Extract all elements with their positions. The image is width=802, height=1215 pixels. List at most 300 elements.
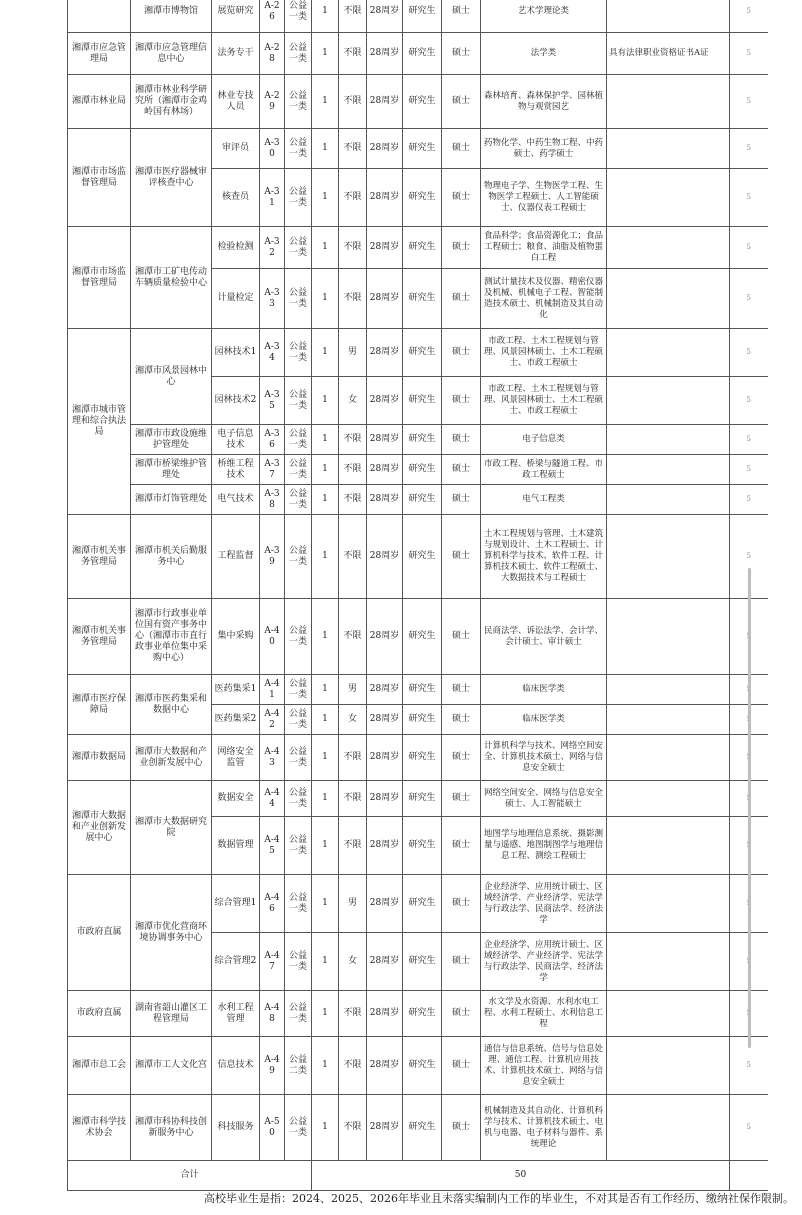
cell-degree: 硕士 bbox=[442, 599, 481, 675]
cell-note bbox=[607, 875, 730, 933]
cell-gender: 不限 bbox=[339, 991, 367, 1037]
cell-note bbox=[607, 425, 730, 455]
cell-code: A-44 bbox=[260, 781, 285, 817]
cell-degree: 硕士 bbox=[442, 875, 481, 933]
cell-gender: 不限 bbox=[339, 425, 367, 455]
cell-major: 食品科学；食品资源化工；食品工程硕士；粮食、油脂及植物蛋白工程 bbox=[481, 227, 607, 269]
cell-edge_mark: 5 bbox=[730, 425, 768, 455]
cell-edu: 研究生 bbox=[403, 455, 442, 485]
cell-type: 公益二类 bbox=[285, 1037, 312, 1095]
cell-note bbox=[607, 227, 730, 269]
cell-post: 园林技术1 bbox=[212, 329, 260, 377]
cell-type: 公益一类 bbox=[285, 129, 312, 169]
cell-major: 企业经济学、应用统计硕士、区域经济学、产业经济学、宪法学与行政法学、民商法学、经济法学 bbox=[481, 875, 607, 933]
cell-gender: 女 bbox=[339, 933, 367, 991]
cell-code: A-47 bbox=[260, 933, 285, 991]
cell-edge_mark: 5 bbox=[730, 1095, 768, 1161]
cell-degree: 硕士 bbox=[442, 0, 481, 33]
cell-edge_mark: 5 bbox=[730, 1037, 768, 1095]
cell-type: 公益一类 bbox=[285, 515, 312, 599]
cell-age: 28周岁 bbox=[367, 991, 403, 1037]
cell-empty bbox=[68, 0, 131, 33]
cell-degree: 硕士 bbox=[442, 735, 481, 781]
cell-degree: 硕士 bbox=[442, 455, 481, 485]
cell-gender: 不限 bbox=[339, 269, 367, 329]
table-row bbox=[68, 227, 768, 269]
cell-post: 工程监督 bbox=[212, 515, 260, 599]
cell-degree: 硕士 bbox=[442, 781, 481, 817]
cell-type: 公益一类 bbox=[285, 425, 312, 455]
cell-unit: 湘潭市科协科技创新服务中心 bbox=[131, 1095, 212, 1161]
table-row bbox=[68, 875, 768, 933]
cell-degree: 硕士 bbox=[442, 129, 481, 169]
cell-age: 28周岁 bbox=[367, 129, 403, 169]
cell-code: A-34 bbox=[260, 329, 285, 377]
cell-note bbox=[607, 329, 730, 377]
cell-age: 28周岁 bbox=[367, 1037, 403, 1095]
cell-dept: 湘潭市市场监督管理局 bbox=[68, 129, 131, 227]
cell-degree: 硕士 bbox=[442, 329, 481, 377]
recruitment-table-viewport bbox=[67, 0, 751, 1215]
cell-count: 1 bbox=[312, 33, 339, 75]
cell-major: 药物化学、中药生物工程、中药硕士、药学硕士 bbox=[481, 129, 607, 169]
cell-major: 地图学与地理信息系统、摄影测量与遥感、地图制图学与地理信息工程、测绘工程硕士 bbox=[481, 817, 607, 875]
cell-count: 1 bbox=[312, 991, 339, 1037]
cell-major: 电子信息类 bbox=[481, 425, 607, 455]
cell-post: 电子信息技术 bbox=[212, 425, 260, 455]
cell-post: 核查员 bbox=[212, 169, 260, 227]
cell-age: 28周岁 bbox=[367, 455, 403, 485]
cell-type: 公益一类 bbox=[285, 599, 312, 675]
table-row bbox=[68, 1037, 768, 1095]
cell-edge_mark: 5 bbox=[730, 129, 768, 169]
cell-code: A-37 bbox=[260, 455, 285, 485]
cell-age: 28周岁 bbox=[367, 599, 403, 675]
table-row bbox=[68, 675, 768, 705]
cell-code: A-39 bbox=[260, 515, 285, 599]
cell-major: 企业经济学、应用统计硕士、区域经济学、产业经济学、宪法学与行政法学、民商法学、经济法学 bbox=[481, 933, 607, 991]
cell-note bbox=[607, 485, 730, 515]
cell-note bbox=[607, 1037, 730, 1095]
cell-edge_mark: 5 bbox=[730, 75, 768, 129]
table-row bbox=[68, 425, 768, 455]
cell-note bbox=[607, 269, 730, 329]
cell-code: A-35 bbox=[260, 377, 285, 425]
cell-empty bbox=[730, 1161, 768, 1191]
cell-type: 公益一类 bbox=[285, 455, 312, 485]
cell-unit: 湘潭市大数据和产业创新发展中心 bbox=[131, 735, 212, 781]
cell-edu: 研究生 bbox=[403, 329, 442, 377]
cell-code: A-46 bbox=[260, 875, 285, 933]
cell-major: 测试计量技术及仪器、精密仪器及机械、机械电子工程、智能制造技术硕士、机械制造及其自动化 bbox=[481, 269, 607, 329]
cell-gender: 不限 bbox=[339, 817, 367, 875]
table-row bbox=[68, 485, 768, 515]
cell-age: 28周岁 bbox=[367, 817, 403, 875]
cell-post: 集中采购 bbox=[212, 599, 260, 675]
cell-gender: 不限 bbox=[339, 0, 367, 33]
cell-count: 1 bbox=[312, 817, 339, 875]
cell-count: 1 bbox=[312, 875, 339, 933]
cell-age: 28周岁 bbox=[367, 735, 403, 781]
cell-note bbox=[607, 0, 730, 33]
cell-code: A-32 bbox=[260, 227, 285, 269]
cell-type: 公益一类 bbox=[285, 675, 312, 705]
cell-code: A-50 bbox=[260, 1095, 285, 1161]
cell-gender: 男 bbox=[339, 675, 367, 705]
cell-code: A-28 bbox=[260, 33, 285, 75]
cell-code: A-45 bbox=[260, 817, 285, 875]
cell-type: 公益一类 bbox=[285, 169, 312, 227]
cell-post: 数据安全 bbox=[212, 781, 260, 817]
cell-edge_mark: 5 bbox=[730, 455, 768, 485]
cell-edu: 研究生 bbox=[403, 33, 442, 75]
cell-degree: 硕士 bbox=[442, 933, 481, 991]
cell-edu: 研究生 bbox=[403, 599, 442, 675]
cell-degree: 硕士 bbox=[442, 269, 481, 329]
cell-code: A-26 bbox=[260, 0, 285, 33]
cell-code: A-42 bbox=[260, 705, 285, 735]
cell-edu: 研究生 bbox=[403, 735, 442, 781]
cell-gender: 不限 bbox=[339, 515, 367, 599]
cell-type: 公益一类 bbox=[285, 933, 312, 991]
cell-age: 28周岁 bbox=[367, 705, 403, 735]
cell-type: 公益一类 bbox=[285, 485, 312, 515]
cell-edu: 研究生 bbox=[403, 425, 442, 455]
cell-count: 1 bbox=[312, 0, 339, 33]
cell-note bbox=[607, 377, 730, 425]
cell-count: 1 bbox=[312, 515, 339, 599]
cell-gender: 不限 bbox=[339, 33, 367, 75]
cell-type: 公益一类 bbox=[285, 875, 312, 933]
cell-degree: 硕士 bbox=[442, 705, 481, 735]
cell-major: 艺术学理论类 bbox=[481, 0, 607, 33]
cell-age: 28周岁 bbox=[367, 169, 403, 227]
cell-edu: 研究生 bbox=[403, 377, 442, 425]
cell-type: 公益一类 bbox=[285, 991, 312, 1037]
cell-major: 市政工程、桥梁与隧道工程、市政工程硕士 bbox=[481, 455, 607, 485]
cell-type: 公益一类 bbox=[285, 227, 312, 269]
cell-age: 28周岁 bbox=[367, 269, 403, 329]
cell-age: 28周岁 bbox=[367, 425, 403, 455]
cell-edge_mark: 5 bbox=[730, 0, 768, 33]
cell-degree: 硕士 bbox=[442, 991, 481, 1037]
cell-code: A-48 bbox=[260, 991, 285, 1037]
cell-code: A-41 bbox=[260, 675, 285, 705]
cell-gender: 女 bbox=[339, 377, 367, 425]
cell-dept: 市政府直属 bbox=[68, 991, 131, 1037]
cell-note bbox=[607, 129, 730, 169]
cell-post: 综合管理2 bbox=[212, 933, 260, 991]
cell-age: 28周岁 bbox=[367, 227, 403, 269]
cell-edu: 研究生 bbox=[403, 817, 442, 875]
cell-count: 1 bbox=[312, 1095, 339, 1161]
cell-age: 28周岁 bbox=[367, 675, 403, 705]
cell-count: 1 bbox=[312, 129, 339, 169]
cell-edu: 研究生 bbox=[403, 515, 442, 599]
cell-post: 综合管理1 bbox=[212, 875, 260, 933]
cell-unit: 湘潭市林业科学研究所（湘潭市金鸡岭国有林场） bbox=[131, 75, 212, 129]
cell-age: 28周岁 bbox=[367, 377, 403, 425]
cell-gender: 男 bbox=[339, 329, 367, 377]
cell-age: 28周岁 bbox=[367, 75, 403, 129]
cell-dept: 湘潭市城市管理和综合执法局 bbox=[68, 329, 131, 515]
cell-edu: 研究生 bbox=[403, 1095, 442, 1161]
cell-unit: 湘潭市应急管理信息中心 bbox=[131, 33, 212, 75]
cell-unit: 湘潭市工人文化宫 bbox=[131, 1037, 212, 1095]
cell-note bbox=[607, 675, 730, 705]
cell-unit: 湘潭市行政事业单位国有资产事务中心（湘潭市市直行政事业单位集中采购中心） bbox=[131, 599, 212, 675]
table-row bbox=[68, 33, 768, 75]
cell-major: 临床医学类 bbox=[481, 675, 607, 705]
cell-post: 数据管理 bbox=[212, 817, 260, 875]
cell-code: A-36 bbox=[260, 425, 285, 455]
cell-unit: 湘潭市优化营商环境协调事务中心 bbox=[131, 875, 212, 991]
cell-note bbox=[607, 515, 730, 599]
cell-edu: 研究生 bbox=[403, 129, 442, 169]
cell-dept: 湘潭市科学技术协会 bbox=[68, 1095, 131, 1161]
cell-post: 展览研究 bbox=[212, 0, 260, 33]
cell-count: 1 bbox=[312, 705, 339, 735]
cell-major: 临床医学类 bbox=[481, 705, 607, 735]
cell-edge_mark: 5 bbox=[730, 329, 768, 377]
cell-unit: 湘潭市大数据研究院 bbox=[131, 781, 212, 875]
cell-note bbox=[607, 991, 730, 1037]
cell-dept: 湘潭市机关事务管理局 bbox=[68, 599, 131, 675]
cell-major: 市政工程、土木工程规划与管理、风景园林硕士、土木工程硕士、市政工程硕士 bbox=[481, 377, 607, 425]
table-row bbox=[68, 991, 768, 1037]
cell-major: 机械制造及其自动化、计算机科学与技术、计算机技术硕士、电机与电器、电子材料与器件、系统理论 bbox=[481, 1095, 607, 1161]
scrollbar[interactable] bbox=[748, 568, 751, 1048]
total-label: 合计 bbox=[68, 1161, 312, 1191]
cell-dept: 湘潭市机关事务管理局 bbox=[68, 515, 131, 599]
cell-degree: 硕士 bbox=[442, 1037, 481, 1095]
cell-dept: 湘潭市市场监督管理局 bbox=[68, 227, 131, 329]
cell-post: 法务专干 bbox=[212, 33, 260, 75]
cell-major: 通信与信息系统、信号与信息处理、通信工程、计算机应用技术、计算机技术硕士、网络与信息安全硕士 bbox=[481, 1037, 607, 1095]
cell-degree: 硕士 bbox=[442, 1095, 481, 1161]
table-row bbox=[68, 735, 768, 781]
cell-degree: 硕士 bbox=[442, 485, 481, 515]
recruitment-table bbox=[67, 0, 768, 1191]
cell-note bbox=[607, 705, 730, 735]
cell-major: 法学类 bbox=[481, 33, 607, 75]
cell-unit: 湘潭市桥梁维护管理处 bbox=[131, 455, 212, 485]
cell-code: A-30 bbox=[260, 129, 285, 169]
cell-gender: 不限 bbox=[339, 1095, 367, 1161]
cell-gender: 不限 bbox=[339, 1037, 367, 1095]
cell-type: 公益一类 bbox=[285, 377, 312, 425]
cell-edu: 研究生 bbox=[403, 485, 442, 515]
cell-unit: 湘潭市工矿电传动车辆质量检验中心 bbox=[131, 227, 212, 329]
table-row bbox=[68, 455, 768, 485]
cell-major: 网络空间安全、网络与信息安全硕士、人工智能硕士 bbox=[481, 781, 607, 817]
cell-edge_mark: 5 bbox=[730, 169, 768, 227]
cell-post: 信息技术 bbox=[212, 1037, 260, 1095]
cell-degree: 硕士 bbox=[442, 817, 481, 875]
cell-type: 公益一类 bbox=[285, 33, 312, 75]
cell-edu: 研究生 bbox=[403, 675, 442, 705]
cell-note bbox=[607, 455, 730, 485]
cell-count: 1 bbox=[312, 455, 339, 485]
cell-dept: 市政府直属 bbox=[68, 875, 131, 991]
cell-degree: 硕士 bbox=[442, 425, 481, 455]
cell-count: 1 bbox=[312, 425, 339, 455]
cell-type: 公益一类 bbox=[285, 705, 312, 735]
cell-post: 电气技术 bbox=[212, 485, 260, 515]
cell-code: A-43 bbox=[260, 735, 285, 781]
cell-type: 公益一类 bbox=[285, 75, 312, 129]
cell-count: 1 bbox=[312, 169, 339, 227]
cell-unit: 湖南省韶山灌区工程管理局 bbox=[131, 991, 212, 1037]
cell-major: 物理电子学、生物医学工程、生物医学工程硕士、人工智能硕士、仪器仪表工程硕士 bbox=[481, 169, 607, 227]
cell-dept: 湘潭市数据局 bbox=[68, 735, 131, 781]
table-row bbox=[68, 1095, 768, 1161]
cell-post: 检验检测 bbox=[212, 227, 260, 269]
cell-major: 森林培育、森林保护学、园林植物与观赏园艺 bbox=[481, 75, 607, 129]
cell-edu: 研究生 bbox=[403, 875, 442, 933]
cell-note bbox=[607, 817, 730, 875]
cell-gender: 不限 bbox=[339, 781, 367, 817]
cell-count: 1 bbox=[312, 599, 339, 675]
cell-dept: 湘潭市应急管理局 bbox=[68, 33, 131, 75]
cell-age: 28周岁 bbox=[367, 0, 403, 33]
cell-type: 公益一类 bbox=[285, 735, 312, 781]
cell-code: A-31 bbox=[260, 169, 285, 227]
footnote: 高校毕业生是指：2024、2025、2026年毕业且未落实编制内工作的毕业生，不对其是否有工作经历、缴纳社保作限制。 bbox=[204, 1192, 794, 1205]
cell-unit: 湘潭市医疗器械审评核查中心 bbox=[131, 129, 212, 227]
cell-note bbox=[607, 169, 730, 227]
cell-count: 1 bbox=[312, 227, 339, 269]
cell-code: A-49 bbox=[260, 1037, 285, 1095]
cell-post: 医药集采1 bbox=[212, 675, 260, 705]
cell-edu: 研究生 bbox=[403, 1037, 442, 1095]
table-row bbox=[68, 599, 768, 675]
cell-count: 1 bbox=[312, 269, 339, 329]
cell-age: 28周岁 bbox=[367, 875, 403, 933]
cell-post: 审评员 bbox=[212, 129, 260, 169]
cell-post: 网络安全监管 bbox=[212, 735, 260, 781]
cell-major: 计算机科学与技术、网络空间安全、计算机技术硕士、网络与信息安全硕士 bbox=[481, 735, 607, 781]
cell-post: 医药集采2 bbox=[212, 705, 260, 735]
cell-dept: 湘潭市大数据和产业创新发展中心 bbox=[68, 781, 131, 875]
cell-note bbox=[607, 781, 730, 817]
cell-count: 1 bbox=[312, 781, 339, 817]
cell-dept: 湘潭市医疗保障局 bbox=[68, 675, 131, 735]
cell-edge_mark: 5 bbox=[730, 377, 768, 425]
cell-type: 公益一类 bbox=[285, 781, 312, 817]
cell-edu: 研究生 bbox=[403, 933, 442, 991]
cell-edu: 研究生 bbox=[403, 0, 442, 33]
cell-major: 土木工程规划与管理、土木建筑与规划设计、土木工程硕士、计算机科学与技术、软件工程、计算机技术硕士、软件工程硕士、大数据技术与工程硕士 bbox=[481, 515, 607, 599]
cell-post: 园林技术2 bbox=[212, 377, 260, 425]
cell-degree: 硕士 bbox=[442, 33, 481, 75]
cell-note: 具有法律职业资格证书A证 bbox=[607, 33, 730, 75]
cell-note bbox=[607, 75, 730, 129]
cell-count: 1 bbox=[312, 75, 339, 129]
cell-note bbox=[607, 1095, 730, 1161]
cell-degree: 硕士 bbox=[442, 675, 481, 705]
total-row bbox=[68, 1161, 768, 1191]
cell-gender: 不限 bbox=[339, 455, 367, 485]
cell-code: A-29 bbox=[260, 75, 285, 129]
cell-unit: 湘潭市博物馆 bbox=[131, 0, 212, 33]
cell-gender: 不限 bbox=[339, 129, 367, 169]
cell-count: 1 bbox=[312, 329, 339, 377]
cell-gender: 不限 bbox=[339, 599, 367, 675]
cell-edge_mark: 5 bbox=[730, 269, 768, 329]
cell-unit: 湘潭市医药集采和数据中心 bbox=[131, 675, 212, 735]
table-row bbox=[68, 129, 768, 169]
table-body bbox=[68, 0, 768, 1191]
cell-post: 桥维工程技术 bbox=[212, 455, 260, 485]
cell-age: 28周岁 bbox=[367, 329, 403, 377]
cell-post: 计量检定 bbox=[212, 269, 260, 329]
cell-edu: 研究生 bbox=[403, 705, 442, 735]
cell-edge_mark: 5 bbox=[730, 227, 768, 269]
cell-gender: 不限 bbox=[339, 169, 367, 227]
cell-degree: 硕士 bbox=[442, 227, 481, 269]
cell-count: 1 bbox=[312, 377, 339, 425]
cell-edu: 研究生 bbox=[403, 991, 442, 1037]
cell-type: 公益一类 bbox=[285, 269, 312, 329]
cell-edge_mark: 5 bbox=[730, 515, 768, 599]
cell-unit: 湘潭市市政设施维护管理处 bbox=[131, 425, 212, 455]
table-row bbox=[68, 329, 768, 377]
cell-gender: 不限 bbox=[339, 485, 367, 515]
table-row bbox=[68, 0, 768, 33]
cell-unit: 湘潭市机关后勤服务中心 bbox=[131, 515, 212, 599]
cell-age: 28周岁 bbox=[367, 781, 403, 817]
cell-edu: 研究生 bbox=[403, 269, 442, 329]
cell-gender: 不限 bbox=[339, 227, 367, 269]
cell-major: 电气工程类 bbox=[481, 485, 607, 515]
cell-count: 1 bbox=[312, 1037, 339, 1095]
cell-count: 1 bbox=[312, 735, 339, 781]
cell-post: 水利工程管理 bbox=[212, 991, 260, 1037]
cell-type: 公益一类 bbox=[285, 0, 312, 33]
cell-note bbox=[607, 599, 730, 675]
cell-post: 科技服务 bbox=[212, 1095, 260, 1161]
cell-age: 28周岁 bbox=[367, 515, 403, 599]
cell-type: 公益一类 bbox=[285, 817, 312, 875]
table-row bbox=[68, 781, 768, 817]
cell-type: 公益一类 bbox=[285, 1095, 312, 1161]
cell-major: 市政工程、土木工程规划与管理、风景园林硕士、土木工程硕士、市政工程硕士 bbox=[481, 329, 607, 377]
cell-edu: 研究生 bbox=[403, 781, 442, 817]
table-row bbox=[68, 515, 768, 599]
table-row bbox=[68, 75, 768, 129]
cell-edge_mark: 5 bbox=[730, 33, 768, 75]
cell-code: A-33 bbox=[260, 269, 285, 329]
cell-gender: 不限 bbox=[339, 735, 367, 781]
cell-note bbox=[607, 735, 730, 781]
cell-code: A-38 bbox=[260, 485, 285, 515]
cell-edge_mark: 5 bbox=[730, 485, 768, 515]
cell-age: 28周岁 bbox=[367, 1095, 403, 1161]
cell-code: A-40 bbox=[260, 599, 285, 675]
cell-unit: 湘潭市灯饰管理处 bbox=[131, 485, 212, 515]
cell-count: 1 bbox=[312, 485, 339, 515]
cell-count: 1 bbox=[312, 675, 339, 705]
cell-dept: 湘潭市总工会 bbox=[68, 1037, 131, 1095]
cell-age: 28周岁 bbox=[367, 933, 403, 991]
cell-age: 28周岁 bbox=[367, 33, 403, 75]
cell-edu: 研究生 bbox=[403, 75, 442, 129]
cell-gender: 女 bbox=[339, 705, 367, 735]
cell-degree: 硕士 bbox=[442, 75, 481, 129]
cell-age: 28周岁 bbox=[367, 485, 403, 515]
cell-degree: 硕士 bbox=[442, 169, 481, 227]
